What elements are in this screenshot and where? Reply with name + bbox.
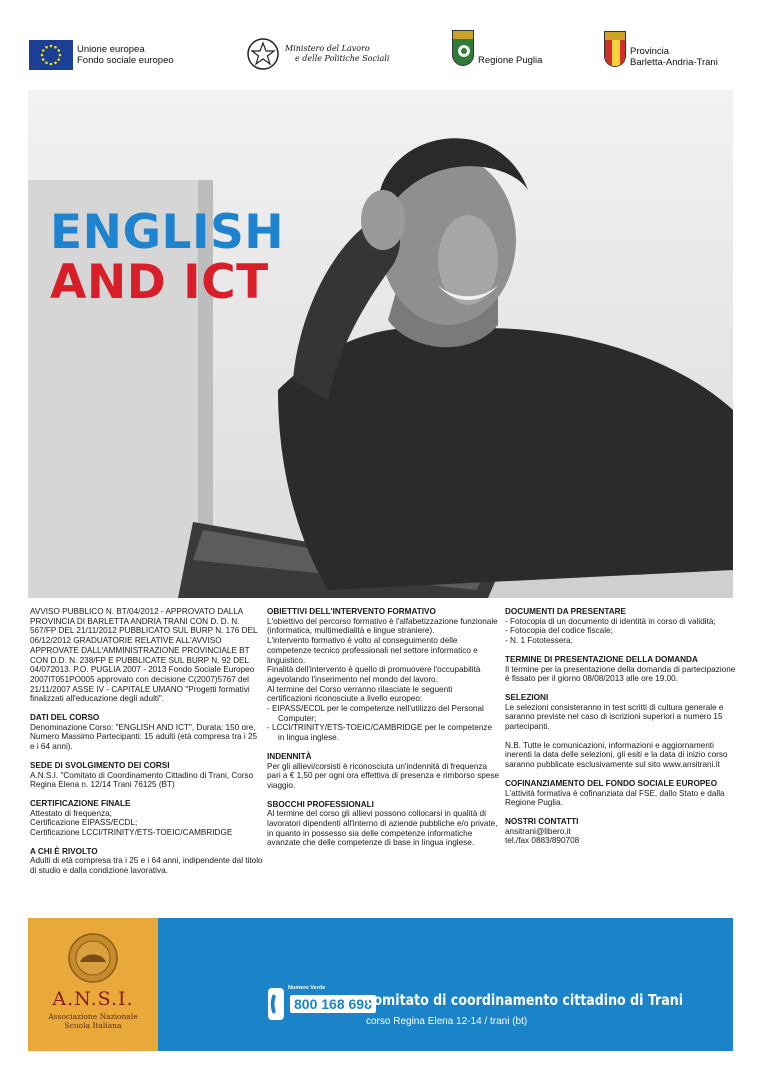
- termine-text: Il termine per la presentazione della domanda di partecipazione è fissato per il giorno 08/08/2013 alle ore 19.00.: [505, 664, 736, 684]
- certificazione-line: Certificazione LCCI/TRINITY/ETS-TOEIC/CAMBRIDGE: [30, 828, 233, 838]
- obiettivi-section: [267, 607, 499, 743]
- obiettivi-p3: Finalità dell'intervento è quello di promuovere l'occupabilità agevolando l'inserimento nel mondo del lavoro.: [267, 665, 481, 684]
- obiettivi-bullet: - LCCI/TRINITY/ETS-TOEIC/CAMBRIDGE per le competenze in lingua inglese.: [267, 723, 493, 743]
- info-column-2: [267, 607, 499, 857]
- certificazione-section: [30, 799, 263, 838]
- nb-section: [505, 741, 737, 770]
- selezioni-heading: SELEZIONI: [505, 692, 549, 702]
- nb-text: N.B. Tutte le comunicazioni, informazioni e aggiornamenti inerenti la data delle selezioni, gli esiti e la data di inizio corso saranno pubblicate esclusivamente sul sito www.ansitrani.it: [505, 740, 728, 770]
- a-chi-text: Adulti di età compresa tra i 25 e i 64 anni, indipendente dal titolo di studio e dalla condizione lavorativa.: [30, 856, 263, 876]
- numero-verde[interactable]: [268, 985, 376, 1020]
- ansi-sub2: Scuola Italiana: [64, 1020, 122, 1030]
- footer-banner: [28, 918, 733, 1051]
- certificazione-heading: CERTIFICAZIONE FINALE: [30, 798, 131, 808]
- eu-line1: Unione europea: [77, 44, 145, 55]
- numero-verde-label: Numero Verde: [288, 985, 326, 991]
- phone-number: 800 168 698: [290, 995, 376, 1013]
- provincia-bat-shield-icon: [604, 31, 626, 67]
- documenti-section: [505, 607, 737, 646]
- selezioni-section: [505, 693, 737, 732]
- cofinanziamento-text: L'attività formativa è cofinanziata dal FSE, dallo Stato e dalla Regione Puglia.: [505, 788, 725, 808]
- italian-emblem-icon: [246, 37, 280, 71]
- regione-label: Regione Puglia: [478, 54, 543, 66]
- ministero-line2: e delle Politiche Sociali: [295, 54, 390, 63]
- contatti-email[interactable]: ansitrani@libero.it: [505, 826, 571, 836]
- provincia-logo: [604, 30, 718, 68]
- sede-heading: SEDE DI SVOLGIMENTO DEI CORSI: [30, 760, 170, 770]
- contatti-section: [505, 817, 737, 846]
- obiettivi-heading: OBIETTIVI DELL'INTERVENTO FORMATIVO: [267, 607, 436, 616]
- documenti-bullet: - N. 1 Fototessera.: [505, 636, 573, 646]
- contatti-heading: NOSTRI CONTATTI: [505, 816, 579, 826]
- provincia-line2: Barletta-Andria-Trani: [630, 57, 718, 68]
- info-column-1: [30, 607, 263, 885]
- sbocchi-heading: SBOCCHI PROFESSIONALI: [267, 799, 374, 809]
- certificazione-line: Attestato di frequenza;: [30, 808, 112, 818]
- hero-photo: [28, 90, 733, 598]
- headline-and-ict: AND ICT: [50, 255, 269, 310]
- dati-corso-section: [30, 713, 263, 752]
- provincia-line1: Provincia: [630, 46, 670, 57]
- sbocchi-text: Al termine del corso gli allievi possono collocarsi in qualità di lavoratori dipendenti all'interno di aziende pubbliche e/o private, in quanto in possesso sia delle competenze informatiche avanzate che delle competenze di base in lingua inglese.: [267, 809, 498, 848]
- avviso-text: AVVISO PUBBLICO N. BT/04/2012 - APPROVATO DALLA PROVINCIA DI BARLETTA ANDRIA TRANI CON D. D. N. 567/FP DEL 21/11/2012 PUBBLICATO SUL BURP N. 176 DEL 06/12/2012 GRADUATORIE RELATIVE ALL'AVVISO APPROVATE DALL'AMMINISTRAZIONE PROVINCIALE BT CON D.D. N. 238/FP E PUBBLICATE SUL BURP N. 92 DEL 04/072013. P.O. PUGLIA 2007 - 2013 Fondo Sociale Europeo 2007IT051PO005 approvato con decisione C(2007)5767 del 21/11/2007 ASSE IV - CAPITALE UMANO "Progetti formativi finalizzati all'educazione degli adulti".: [30, 607, 258, 704]
- headline-english: ENGLISH: [50, 205, 285, 260]
- ansi-sub1: Associazione Nazionale: [48, 1012, 138, 1021]
- avviso-section: [30, 607, 263, 704]
- obiettivi-p4: Al termine del Corso verranno rilasciate le seguenti certificazioni riconosciute a livello europeo:: [267, 684, 453, 704]
- documenti-bullet: - Fotocopia di un documento di identità in corso di validità;: [505, 616, 716, 626]
- ansi-emblem-icon: [28, 918, 158, 988]
- eu-flag-icon: [29, 40, 73, 70]
- regione-puglia-shield-icon: [452, 30, 474, 66]
- contact-banner: [158, 918, 733, 1051]
- eu-line2: Fondo sociale europeo: [77, 55, 174, 66]
- regione-logo: [452, 30, 542, 66]
- a-chi-section: [30, 847, 263, 876]
- documenti-bullet: - Fotocopia del codice fiscale;: [505, 626, 613, 636]
- comitato-address: corso Regina Elena 12-14 / trani (bt): [366, 1016, 528, 1027]
- indennita-heading: INDENNITÀ: [267, 751, 312, 761]
- termine-section: [505, 655, 737, 684]
- ansi-logo: [28, 918, 158, 1051]
- ministero-line1: Ministero del Lavoro: [285, 44, 370, 53]
- info-column-3: [505, 607, 737, 855]
- obiettivi-p2: L'intervento formativo è volto al conseguimento delle competenze tecnico professionali nel settore informatico e linguistico.: [267, 636, 478, 665]
- indennita-section: [267, 752, 499, 791]
- documenti-heading: DOCUMENTI DA PRESENTARE: [505, 607, 626, 616]
- ministero-logo: [246, 37, 389, 71]
- phone-icon: [268, 988, 284, 1020]
- selezioni-text: Le selezioni consisteranno in test scritti di cultura generale e saranno previste nel caso di iscrizioni superiori a numero 15 partecipanti.: [505, 702, 724, 732]
- sede-text: A.N.S.I. "Comitato di Coordinamento Cittadino di Trani, Corso Regina Elena n. 12/14 Trani 76125 (BT): [30, 770, 254, 790]
- comitato-title: comitato di coordinamento cittadino di Trani: [366, 991, 684, 1009]
- cofinanziamento-heading: COFINANZIAMENTO DEL FONDO SOCIALE EUROPEO: [505, 778, 718, 788]
- dati-corso-heading: DATI DEL CORSO: [30, 713, 100, 723]
- termine-heading: TERMINE DI PRESENTAZIONE DELLA DOMANDA: [505, 654, 698, 664]
- contatti-tel: tel./fax 0883/890708: [505, 836, 580, 846]
- indennita-text: Per gli allievi/corsisti è riconosciuta un'indennità di frequenza pari a € 1,50 per ogni ora effettiva di presenza e rimborso spese viaggio.: [267, 761, 499, 790]
- obiettivi-bullet: - EIPASS/ECDL per le competenze nell'utilizzo del Personal Computer;: [267, 704, 484, 723]
- sbocchi-section: [267, 800, 499, 849]
- sede-section: [30, 761, 263, 790]
- eu-logo: [29, 40, 174, 70]
- cofinanziamento-section: [505, 779, 737, 808]
- obiettivi-p1: L'obiettivo del percorso formativo è l'alfabetizzazione funzionale (informatica, multimedialità e lingue straniere).: [267, 616, 498, 636]
- a-chi-heading: A CHI È RIVOLTO: [30, 846, 98, 856]
- certificazione-line: Certificazione EIPASS/ECDL;: [30, 818, 138, 828]
- ansi-name: A.N.S.I.: [52, 988, 134, 1010]
- dati-corso-text: Denominazione Corso: "ENGLISH AND ICT", Durata: 150 ore, Numero Massimo Partecipanti: 15 adulti (età compresa tra i 25 e i 64 anni).: [30, 722, 258, 752]
